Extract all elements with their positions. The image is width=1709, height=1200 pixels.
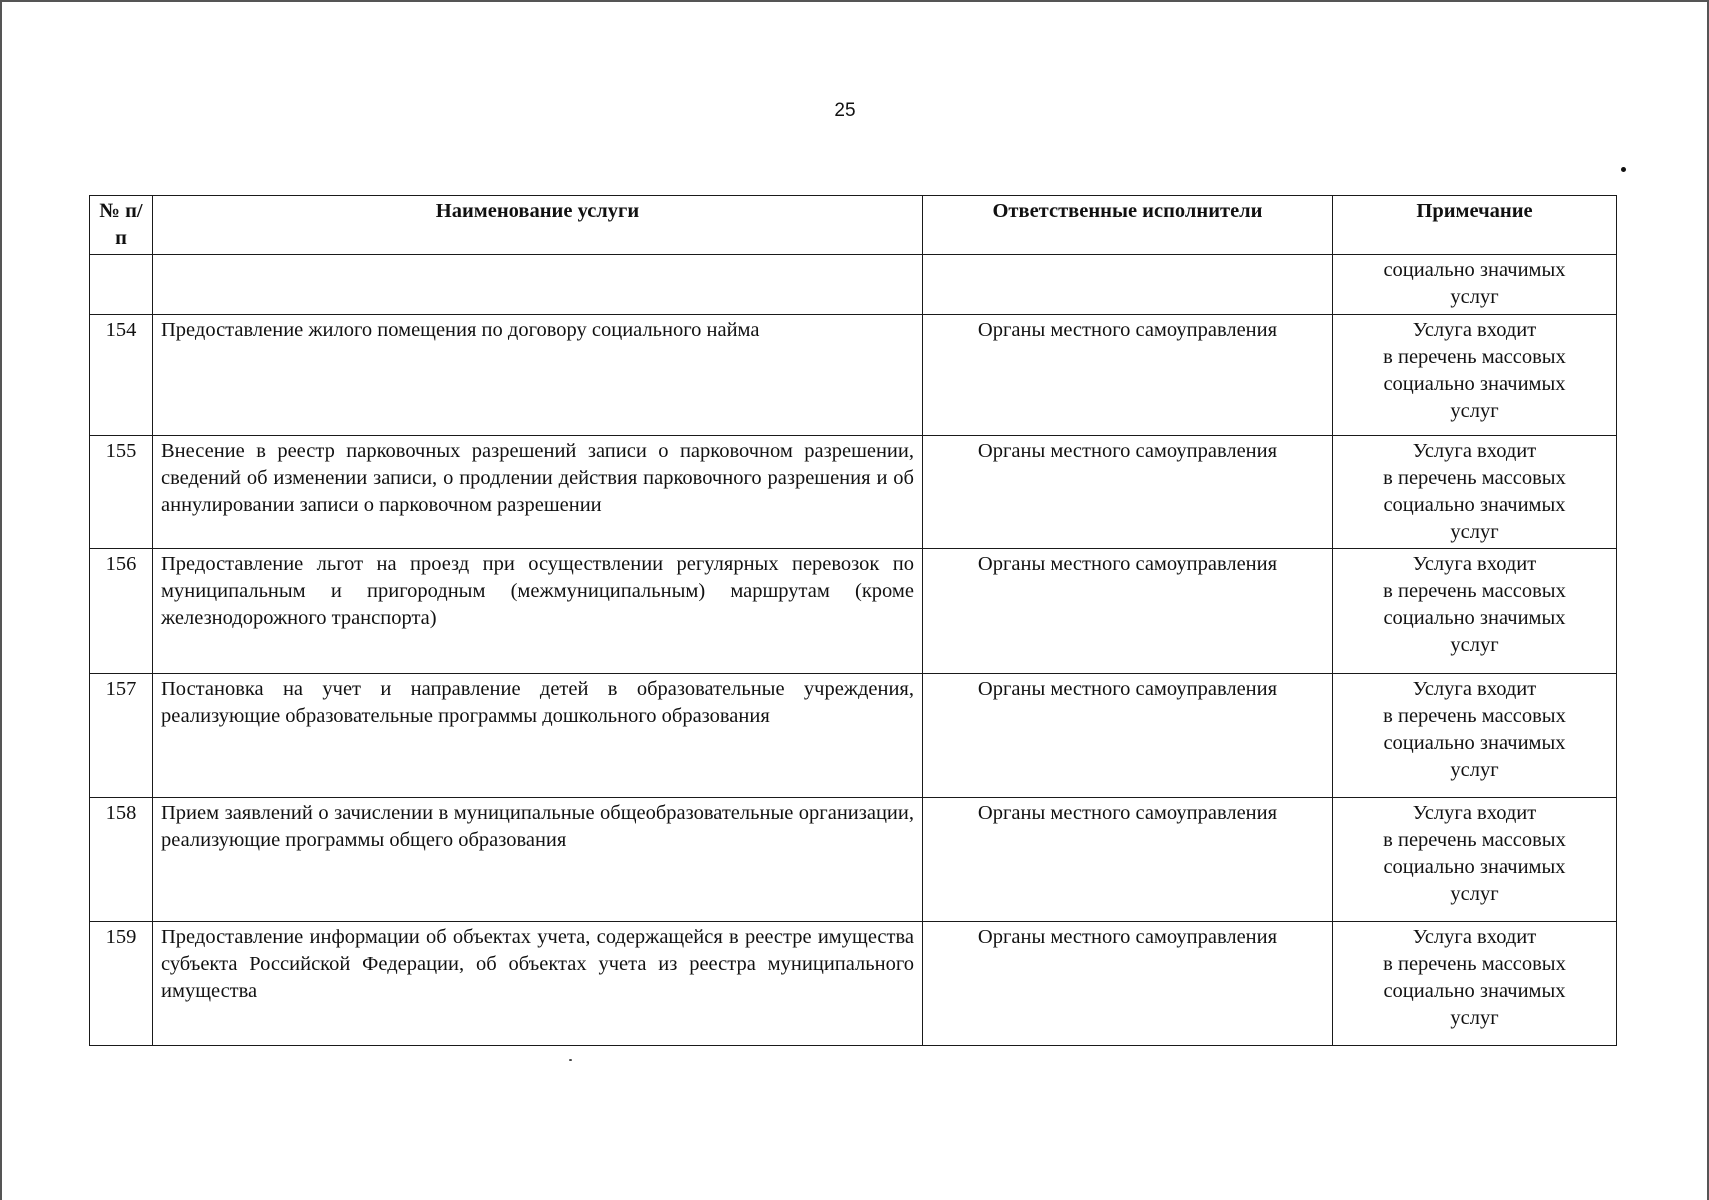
note-line: в перечень массовых — [1383, 467, 1566, 489]
services-table — [89, 195, 1617, 1046]
cell-name: Предоставление информации об объектах учета, содержащейся в реестре имущества субъекта Российской Федерации, об объектах учета из реестра муниципального имущества — [153, 922, 923, 1046]
cell-name: Постановка на учет и направление детей в образовательные учреждения, реализующие образовательные программы дошкольного образования — [153, 674, 923, 798]
note-line: социально значимых — [1383, 494, 1566, 516]
note-line: социально значимых — [1383, 856, 1566, 878]
cell-executors: Органы местного самоуправления — [923, 315, 1333, 436]
cell-num: 154 — [90, 315, 153, 436]
note-line: социально значимых — [1383, 607, 1566, 629]
cell-executors — [923, 255, 1333, 315]
note-line: услуг — [1450, 400, 1499, 422]
cell-num: 157 — [90, 674, 153, 798]
table-row-continuation — [90, 255, 1617, 315]
cell-executors: Органы местного самоуправления — [923, 436, 1333, 549]
header-executors: Ответственные исполнители — [923, 196, 1333, 255]
cell-num: 159 — [90, 922, 153, 1046]
table-row — [90, 549, 1617, 674]
note-line: Услуга входит — [1412, 440, 1537, 462]
cell-note — [1333, 674, 1617, 798]
table-row — [90, 922, 1617, 1046]
note-line: Услуга входит — [1412, 678, 1537, 700]
cell-num — [90, 255, 153, 315]
cell-name: Внесение в реестр парковочных разрешений записи о парковочном разрешении, сведений об изменении записи, о продлении действия парковочного разрешения и об аннулировании записи о парковочном разрешении — [153, 436, 923, 549]
note-line: Услуга входит — [1412, 802, 1537, 824]
note-line: услуг — [1450, 521, 1499, 543]
cell-executors: Органы местного самоуправления — [923, 674, 1333, 798]
cell-executors: Органы местного самоуправления — [923, 798, 1333, 922]
scan-speck — [1621, 167, 1626, 172]
note-line: социально значимых — [1383, 373, 1566, 395]
scan-edge-top — [0, 0, 1709, 2]
table-row — [90, 436, 1617, 549]
cell-executors: Органы местного самоуправления — [923, 922, 1333, 1046]
cell-executors: Органы местного самоуправления — [923, 549, 1333, 674]
note-line: Услуга входит — [1412, 926, 1537, 948]
note-line: в перечень массовых — [1383, 580, 1566, 602]
cell-name: Предоставление льгот на проезд при осуществлении регулярных перевозок по муниципальным и пригородным (межмуниципальным) маршрутам (кроме железнодорожного транспорта) — [153, 549, 923, 674]
header-num: № п/п — [90, 196, 153, 255]
header-note: Примечание — [1333, 196, 1617, 255]
note-line: услуг — [1450, 883, 1499, 905]
note-line: услуг — [1450, 1007, 1499, 1029]
note-line: социально значимых — [1383, 732, 1566, 754]
cell-name — [153, 255, 923, 315]
cell-note — [1333, 315, 1617, 436]
scan-speck — [569, 1059, 572, 1061]
note-line: в перечень массовых — [1383, 953, 1566, 975]
note-line: в перечень массовых — [1383, 346, 1566, 368]
cell-num: 156 — [90, 549, 153, 674]
cell-note — [1333, 436, 1617, 549]
table-row — [90, 315, 1617, 436]
cell-num: 158 — [90, 798, 153, 922]
scan-edge-left — [0, 0, 2, 1200]
note-line: в перечень массовых — [1383, 829, 1566, 851]
cell-num: 155 — [90, 436, 153, 549]
note-line: услуг — [1450, 634, 1499, 656]
note-line: в перечень массовых — [1383, 705, 1566, 727]
note-line: Услуга входит — [1412, 553, 1537, 575]
cell-name: Прием заявлений о зачислении в муниципальные общеобразовательные организации, реализующие программы общего образования — [153, 798, 923, 922]
cell-note — [1333, 549, 1617, 674]
note-line: услуг — [1450, 759, 1499, 781]
cell-note — [1333, 798, 1617, 922]
page-number: 25 — [834, 100, 856, 121]
cell-name: Предоставление жилого помещения по договору социального найма — [153, 315, 923, 436]
note-line: Услуга входит — [1412, 319, 1537, 341]
table-row — [90, 798, 1617, 922]
note-line: услуг — [1450, 286, 1499, 308]
note-line: социально значимых — [1383, 259, 1566, 281]
table-row — [90, 674, 1617, 798]
note-line: социально значимых — [1383, 980, 1566, 1002]
cell-note — [1333, 255, 1617, 315]
table-header-row — [90, 196, 1617, 255]
header-name: Наименование услуги — [153, 196, 923, 255]
cell-note — [1333, 922, 1617, 1046]
